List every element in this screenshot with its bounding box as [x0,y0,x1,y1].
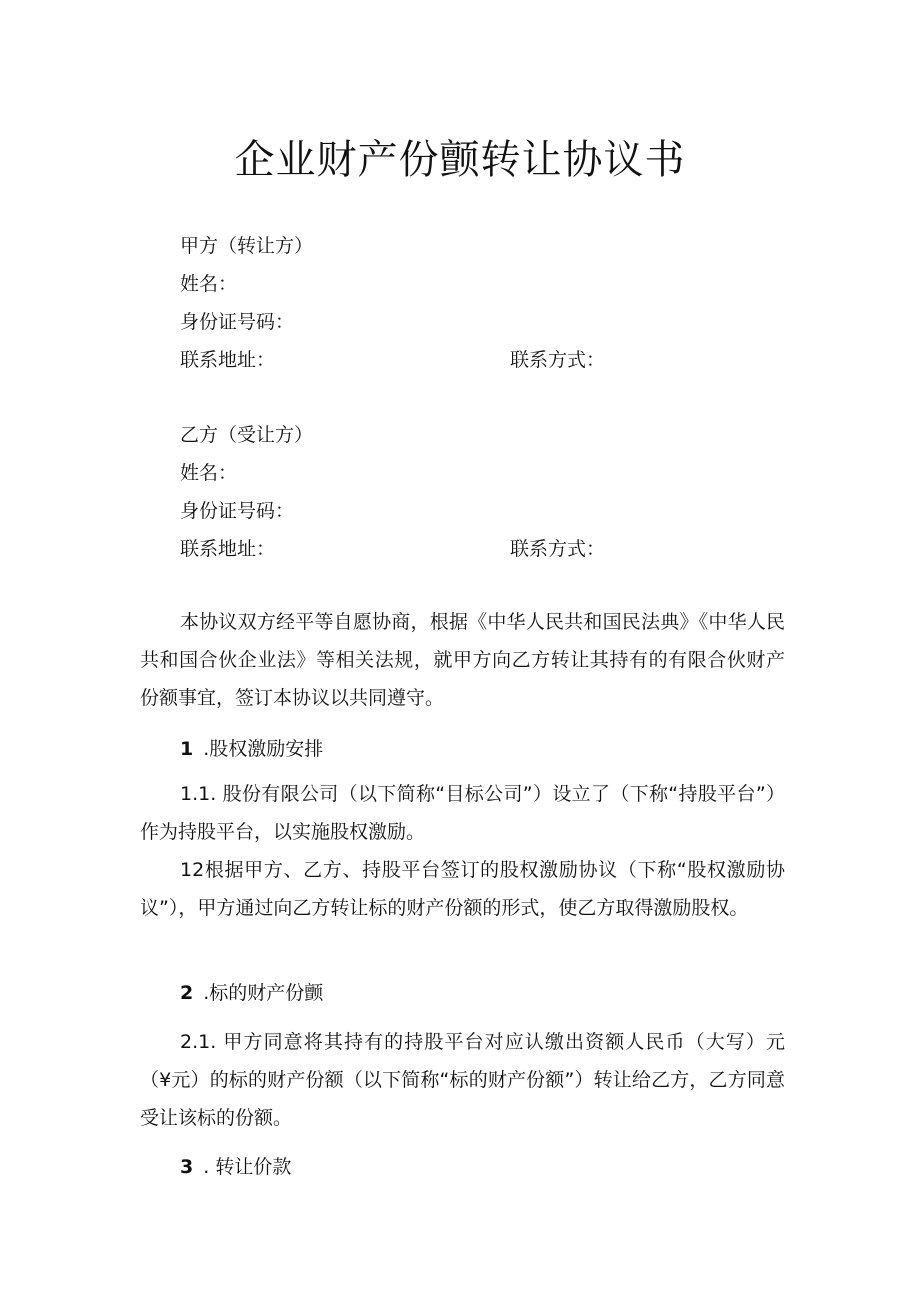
section-2-title: .标的财产份颤 [203,982,324,1004]
section-1-number: 1 [180,738,194,760]
section-3-number: 3 [180,1156,194,1178]
party-a-address-label: 联系地址： [180,349,276,371]
party-a-id-label: 身份证号码： [180,311,295,333]
section-2-number: 2 [180,982,194,1004]
clause-1-1: 1.1. 股份有限公司（以下简称“目标公司”）设立了（下称“持股平台”）作为持股平台，以实施股权激励。 [140,783,785,843]
document-title: 企业财产份颤转让协议书 [234,137,686,183]
party-a-name-label: 姓名： [180,273,238,295]
clause-2-1: 2.1. 甲方同意将其持有的持股平台对应认缴出资额人民币（大写）元（¥元）的标的财产份额（以下简称“标的财产份额”）转让给乙方，乙方同意受让该标的份额。 [140,1031,785,1129]
party-b-name-label: 姓名： [180,462,238,484]
section-3-title: . 转让价款 [203,1156,292,1178]
section-2-heading [180,978,323,1005]
party-a-heading: 甲方（转让方） [180,235,314,257]
section-3-heading [180,1152,291,1179]
party-b-heading: 乙方（受让方） [180,424,314,446]
party-b-contact-label: 联系方式： [510,538,606,560]
section-1-heading [180,734,323,761]
party-b-id-label: 身份证号码： [180,500,295,522]
party-a-contact-label: 联系方式： [510,349,606,371]
clause-1-2: 12根据甲方、乙方、持股平台签订的股权激励协议（下称“股权激励协议”），甲方通过向乙方转让标的财产份额的形式，使乙方取得激励股权。 [140,859,785,919]
preamble-paragraph: 本协议双方经平等自愿协商，根据《中华人民共和国民法典》《中华人民共和国合伙企业法》等相关法规，就甲方向乙方转让其持有的有限合伙财产份额事宜，签订本协议以共同遵守。 [140,611,785,709]
section-1-title: .股权激励安排 [203,738,324,760]
party-b-address-label: 联系地址： [180,538,276,560]
